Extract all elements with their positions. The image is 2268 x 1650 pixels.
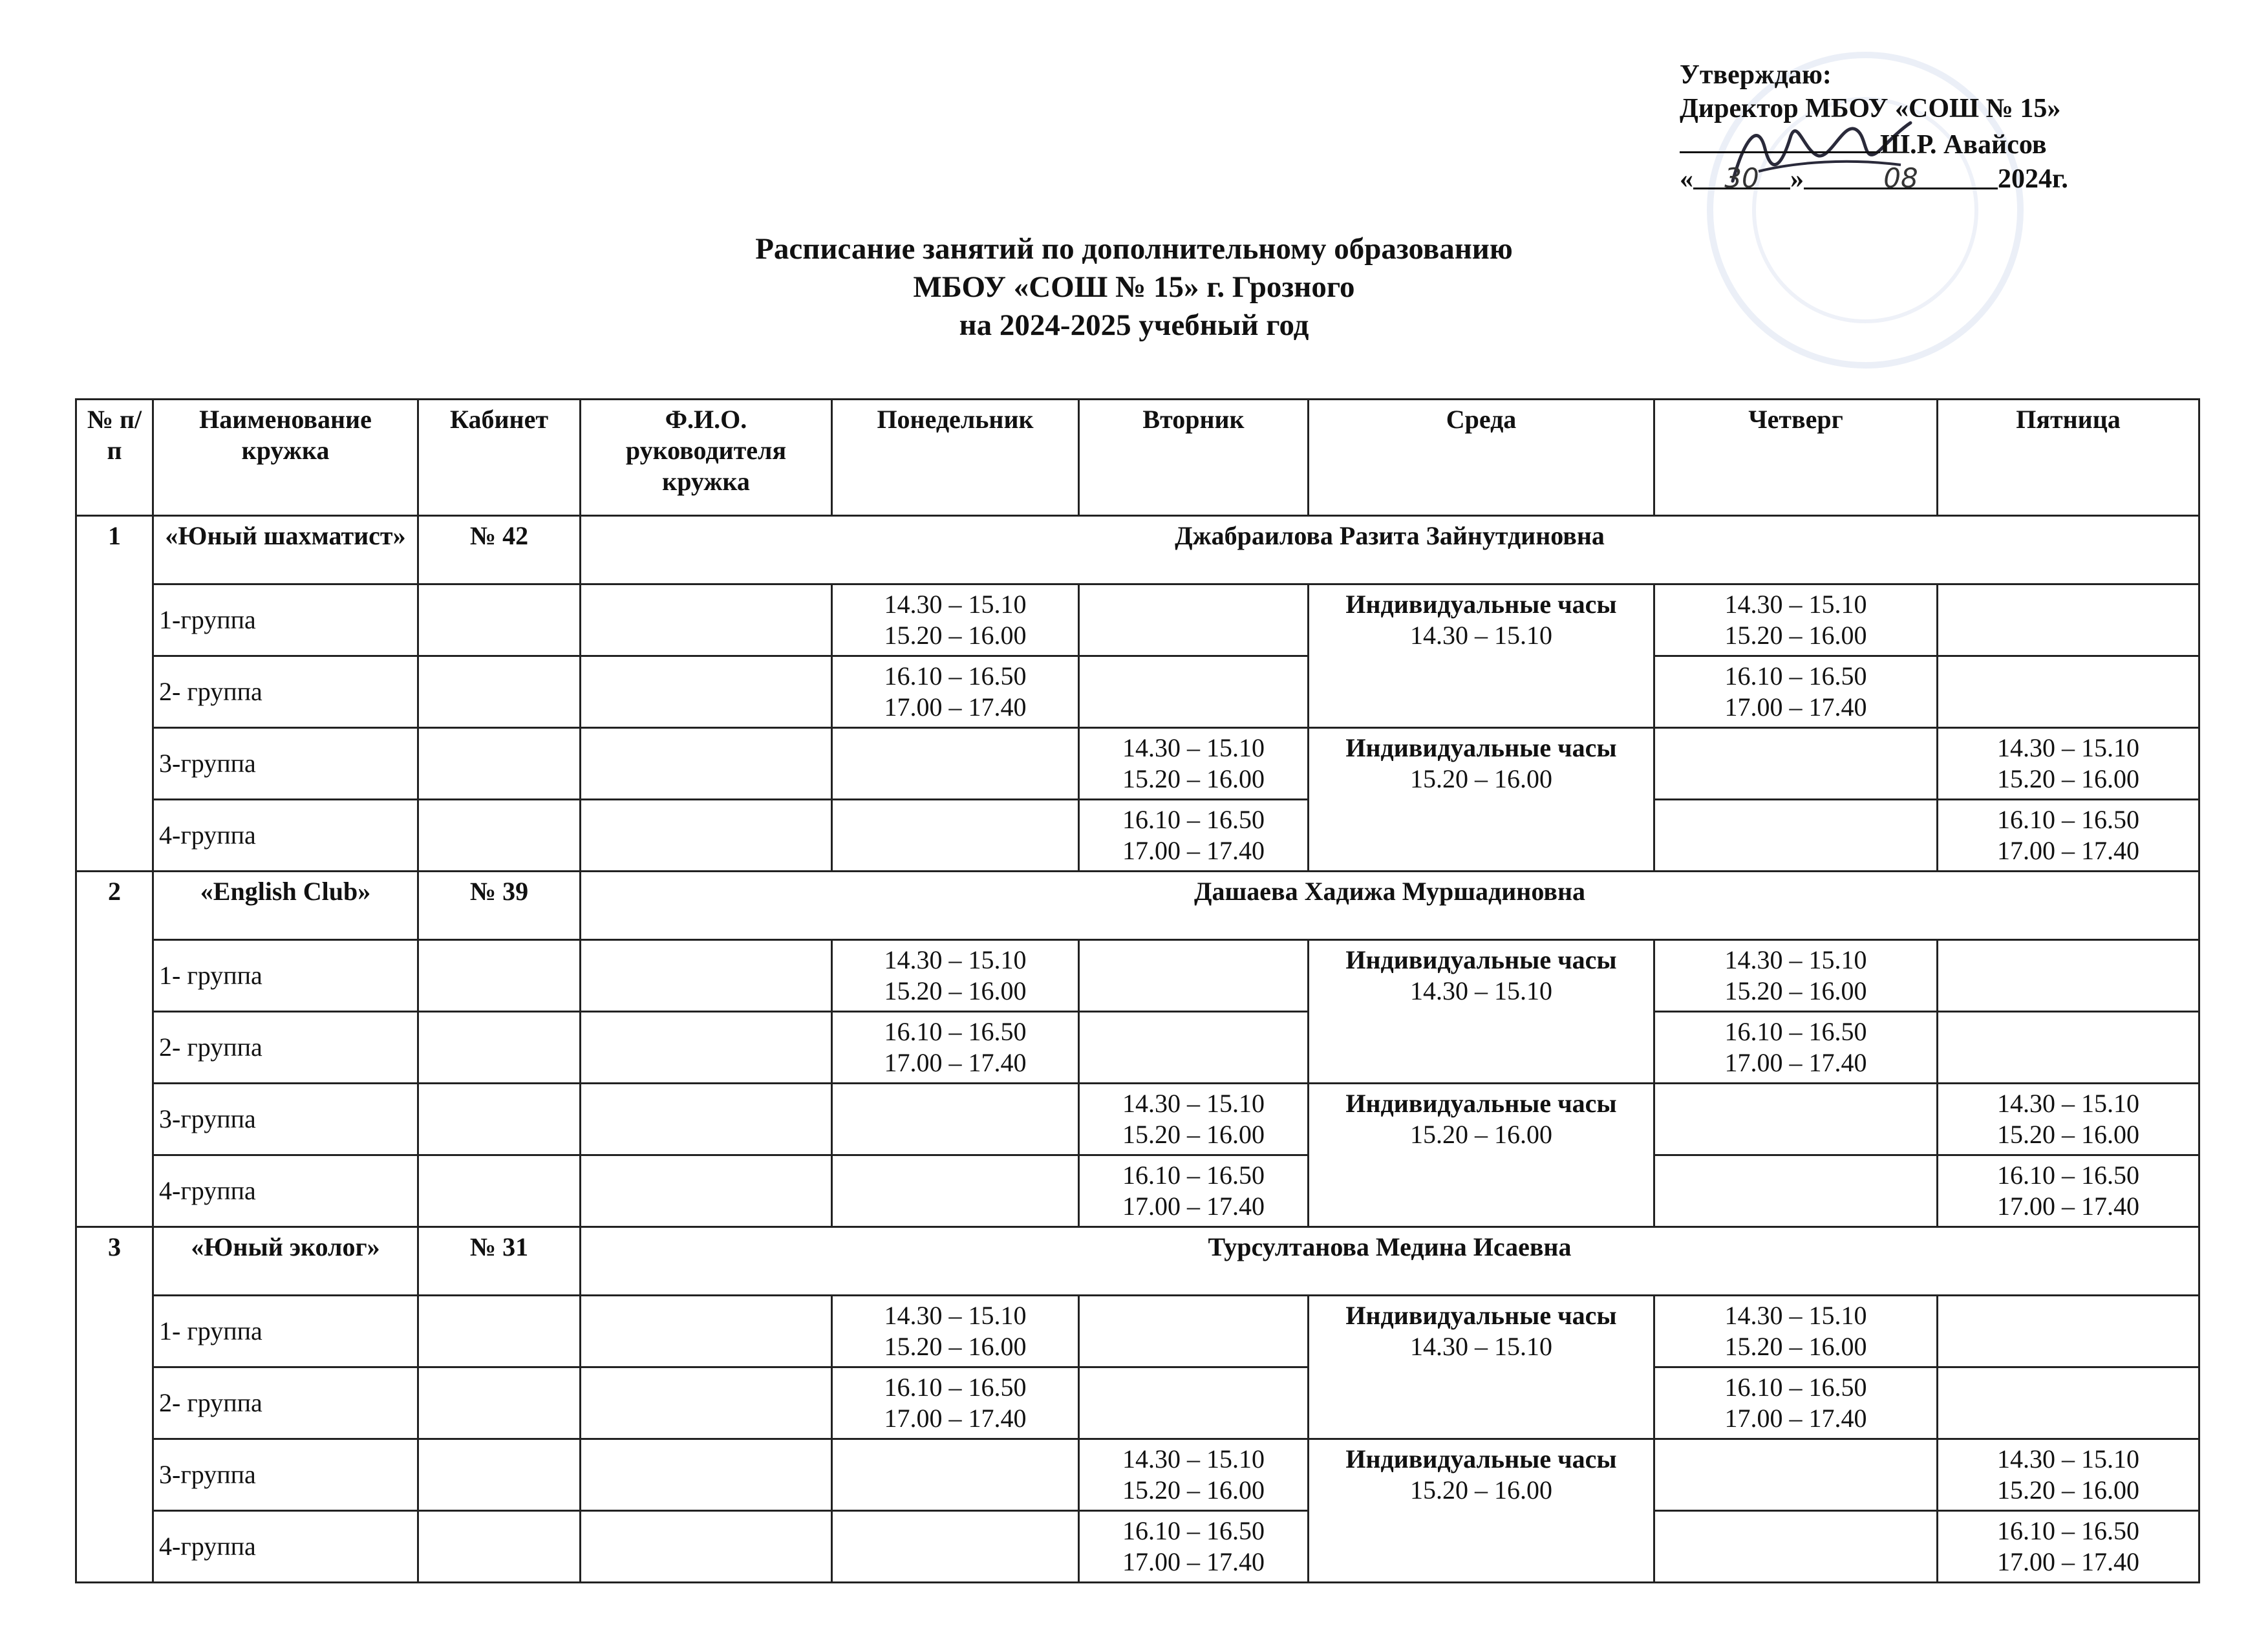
monday-times: [832, 1296, 1079, 1367]
monday-times: [832, 1367, 1079, 1439]
time-slot: 17.00 – 17.40: [1997, 1547, 2139, 1576]
club-room: № 31: [418, 1227, 581, 1296]
wednesday-individual: [1309, 728, 1654, 872]
thursday-times: [1654, 1296, 1938, 1367]
time-slot: 15.20 – 16.00: [1724, 621, 1867, 650]
tuesday-times: [1079, 1084, 1309, 1155]
time-slot: 16.10 – 16.50: [1122, 805, 1265, 834]
time-slot: 14.30 – 15.10: [1724, 590, 1867, 619]
group-room-empty: [418, 728, 581, 800]
group-leader-empty: [581, 1084, 832, 1155]
time-slot: 17.00 – 17.40: [884, 692, 1027, 722]
header-friday: Пятница: [1938, 400, 2199, 516]
group-leader-empty: [581, 1439, 832, 1511]
group-name: 4-группа: [153, 1511, 418, 1583]
friday-empty: [1938, 584, 2199, 656]
time-slot: 17.00 – 17.40: [1122, 1547, 1265, 1576]
group-name: 2- группа: [153, 656, 418, 728]
individual-hours-label: Индивидуальные часы: [1345, 590, 1617, 619]
group-row: [76, 1296, 2199, 1367]
club-row: [76, 1227, 2199, 1296]
time-slot: 17.00 – 17.40: [1997, 836, 2139, 865]
signature-blank: [1680, 125, 1880, 153]
club-number: 2: [76, 872, 153, 1227]
group-row: [76, 1367, 2199, 1439]
tuesday-times: [1079, 1155, 1309, 1227]
group-row: [76, 1439, 2199, 1511]
individual-hours-time: 15.20 – 16.00: [1410, 1475, 1552, 1505]
time-slot: 14.30 – 15.10: [1122, 1444, 1265, 1473]
group-leader-empty: [581, 1155, 832, 1227]
group-room-empty: [418, 656, 581, 728]
title-line1: Расписание занятий по дополнительному образованию: [755, 232, 1513, 266]
friday-times: [1938, 1439, 2199, 1511]
club-leader: Дашаева Хадижа Муршадиновна: [581, 872, 2199, 940]
individual-hours-label: Индивидуальные часы: [1345, 1089, 1617, 1118]
thursday-times: [1654, 1012, 1938, 1084]
club-name: «Юный шахматист»: [153, 516, 418, 584]
time-slot: 14.30 – 15.10: [884, 945, 1027, 974]
group-name: 1- группа: [153, 1296, 418, 1367]
monday-empty: [832, 1511, 1079, 1583]
group-leader-empty: [581, 728, 832, 800]
monday-times: [832, 940, 1079, 1012]
time-slot: 14.30 – 15.10: [1724, 1301, 1867, 1330]
group-room-empty: [418, 1296, 581, 1367]
club-row: [76, 516, 2199, 584]
time-slot: 17.00 – 17.40: [1122, 836, 1265, 865]
wednesday-individual: [1309, 1084, 1654, 1227]
group-row: [76, 940, 2199, 1012]
time-slot: 14.30 – 15.10: [1122, 1089, 1265, 1118]
friday-empty: [1938, 1296, 2199, 1367]
group-room-empty: [418, 1155, 581, 1227]
individual-hours-label: Индивидуальные часы: [1345, 945, 1617, 974]
group-leader-empty: [581, 656, 832, 728]
thursday-empty: [1654, 1084, 1938, 1155]
club-number: 3: [76, 1227, 153, 1583]
time-slot: 16.10 – 16.50: [1122, 1161, 1265, 1190]
friday-times: [1938, 1155, 2199, 1227]
wednesday-individual: [1309, 1296, 1654, 1439]
date-month: 08: [1804, 162, 1998, 189]
date-close-quote: »: [1790, 164, 1804, 194]
wednesday-individual: [1309, 584, 1654, 728]
time-slot: 17.00 – 17.40: [884, 1404, 1027, 1433]
time-slot: 14.30 – 15.10: [1997, 1444, 2139, 1473]
time-slot: 16.10 – 16.50: [884, 661, 1027, 691]
group-room-empty: [418, 1367, 581, 1439]
friday-empty: [1938, 656, 2199, 728]
wednesday-individual: [1309, 940, 1654, 1084]
group-leader-empty: [581, 584, 832, 656]
thursday-times: [1654, 656, 1938, 728]
time-slot: 17.00 – 17.40: [1724, 1048, 1867, 1077]
club-room: № 42: [418, 516, 581, 584]
header-tuesday: Вторник: [1079, 400, 1309, 516]
tuesday-empty: [1079, 584, 1309, 656]
club-row: [76, 872, 2199, 940]
friday-times: [1938, 728, 2199, 800]
group-name: 4-группа: [153, 1155, 418, 1227]
date-year: 2024г.: [1998, 164, 2068, 194]
group-row: [76, 800, 2199, 872]
date-day: 30: [1693, 162, 1790, 189]
thursday-empty: [1654, 800, 1938, 872]
title-line3: на 2024-2025 учебный год: [959, 308, 1309, 342]
individual-hours-time: 14.30 – 15.10: [1410, 1332, 1552, 1361]
tuesday-empty: [1079, 1296, 1309, 1367]
group-name: 2- группа: [153, 1367, 418, 1439]
document-title: [0, 230, 2268, 345]
monday-times: [832, 1012, 1079, 1084]
club-room: № 39: [418, 872, 581, 940]
time-slot: 14.30 – 15.10: [1997, 1089, 2139, 1118]
time-slot: 17.00 – 17.40: [1997, 1192, 2139, 1221]
time-slot: 15.20 – 16.00: [884, 976, 1027, 1005]
tuesday-empty: [1079, 1012, 1309, 1084]
club-name: «English Club»: [153, 872, 418, 940]
wednesday-individual: [1309, 1439, 1654, 1583]
time-slot: 16.10 – 16.50: [1724, 661, 1867, 691]
group-leader-empty: [581, 800, 832, 872]
tuesday-times: [1079, 1511, 1309, 1583]
title-line2: МБОУ «СОШ № 15» г. Грозного: [913, 270, 1355, 304]
time-slot: 17.00 – 17.40: [884, 1048, 1027, 1077]
friday-times: [1938, 1084, 2199, 1155]
individual-hours-label: Индивидуальные часы: [1345, 1301, 1617, 1330]
group-row: [76, 656, 2199, 728]
group-room-empty: [418, 1012, 581, 1084]
group-leader-empty: [581, 1367, 832, 1439]
tuesday-empty: [1079, 1367, 1309, 1439]
group-leader-empty: [581, 940, 832, 1012]
header-leader: Ф.И.О. руководителя кружка: [581, 400, 832, 516]
group-name: 1- группа: [153, 940, 418, 1012]
time-slot: 17.00 – 17.40: [1122, 1192, 1265, 1221]
thursday-empty: [1654, 1155, 1938, 1227]
group-row: [76, 1084, 2199, 1155]
thursday-empty: [1654, 1511, 1938, 1583]
monday-empty: [832, 728, 1079, 800]
time-slot: 15.20 – 16.00: [884, 1332, 1027, 1361]
tuesday-times: [1079, 728, 1309, 800]
time-slot: 16.10 – 16.50: [1724, 1373, 1867, 1402]
tuesday-times: [1079, 800, 1309, 872]
time-slot: 15.20 – 16.00: [1997, 1475, 2139, 1505]
time-slot: 15.20 – 16.00: [1997, 1120, 2139, 1149]
group-row: [76, 1511, 2199, 1583]
time-slot: 16.10 – 16.50: [1997, 1161, 2139, 1190]
time-slot: 16.10 – 16.50: [1997, 1516, 2139, 1545]
time-slot: 16.10 – 16.50: [884, 1373, 1027, 1402]
time-slot: 15.20 – 16.00: [1997, 764, 2139, 793]
group-row: [76, 1012, 2199, 1084]
club-number: 1: [76, 516, 153, 872]
club-name: «Юный эколог»: [153, 1227, 418, 1296]
tuesday-empty: [1079, 940, 1309, 1012]
club-leader: Джабраилова Разита Зайнутдиновна: [581, 516, 2199, 584]
header-room: Кабинет: [418, 400, 581, 516]
club-leader: Турсултанова Медина Исаевна: [581, 1227, 2199, 1296]
monday-empty: [832, 1155, 1079, 1227]
thursday-empty: [1654, 1439, 1938, 1511]
monday-empty: [832, 800, 1079, 872]
thursday-times: [1654, 584, 1938, 656]
group-row: [76, 1155, 2199, 1227]
time-slot: 14.30 – 15.10: [884, 1301, 1027, 1330]
group-room-empty: [418, 940, 581, 1012]
monday-times: [832, 656, 1079, 728]
time-slot: 17.00 – 17.40: [1724, 692, 1867, 722]
group-room-empty: [418, 1511, 581, 1583]
individual-hours-time: 14.30 – 15.10: [1410, 976, 1552, 1005]
individual-hours-time: 14.30 – 15.10: [1410, 621, 1552, 650]
friday-empty: [1938, 940, 2199, 1012]
time-slot: 15.20 – 16.00: [1724, 1332, 1867, 1361]
group-leader-empty: [581, 1511, 832, 1583]
time-slot: 16.10 – 16.50: [1997, 805, 2139, 834]
group-room-empty: [418, 1084, 581, 1155]
thursday-times: [1654, 940, 1938, 1012]
approval-line2: Директор МБОУ «СОШ № 15»: [1680, 94, 2061, 123]
time-slot: 14.30 – 15.10: [1997, 733, 2139, 762]
group-name: 4-группа: [153, 800, 418, 872]
header-row: [76, 400, 2199, 516]
friday-empty: [1938, 1367, 2199, 1439]
approval-date-line: [1680, 162, 2068, 196]
individual-hours-label: Индивидуальные часы: [1345, 733, 1617, 762]
thursday-empty: [1654, 728, 1938, 800]
schedule-table: [75, 398, 2200, 1583]
time-slot: 15.20 – 16.00: [884, 621, 1027, 650]
time-slot: 15.20 – 16.00: [1724, 976, 1867, 1005]
friday-empty: [1938, 1012, 2199, 1084]
group-room-empty: [418, 1439, 581, 1511]
group-name: 2- группа: [153, 1012, 418, 1084]
monday-empty: [832, 1084, 1079, 1155]
tuesday-times: [1079, 1439, 1309, 1511]
tuesday-empty: [1079, 656, 1309, 728]
group-room-empty: [418, 800, 581, 872]
time-slot: 15.20 – 16.00: [1122, 1120, 1265, 1149]
header-thursday: Четверг: [1654, 400, 1938, 516]
group-leader-empty: [581, 1012, 832, 1084]
date-open-quote: «: [1680, 164, 1693, 194]
individual-hours-label: Индивидуальные часы: [1345, 1444, 1617, 1473]
time-slot: 15.20 – 16.00: [1122, 764, 1265, 793]
time-slot: 16.10 – 16.50: [884, 1017, 1027, 1046]
header-num: № п/п: [76, 400, 153, 516]
group-leader-empty: [581, 1296, 832, 1367]
approval-signer: Ш.Р. Авайсов: [1880, 130, 2047, 160]
group-name: 1-группа: [153, 584, 418, 656]
group-name: 3-группа: [153, 1439, 418, 1511]
approval-line1: Утверждаю:: [1680, 60, 1832, 90]
header-wednesday: Среда: [1309, 400, 1654, 516]
group-name: 3-группа: [153, 728, 418, 800]
time-slot: 16.10 – 16.50: [1122, 1516, 1265, 1545]
time-slot: 17.00 – 17.40: [1724, 1404, 1867, 1433]
thursday-times: [1654, 1367, 1938, 1439]
time-slot: 15.20 – 16.00: [1122, 1475, 1265, 1505]
group-row: [76, 728, 2199, 800]
group-row: [76, 584, 2199, 656]
friday-times: [1938, 800, 2199, 872]
group-name: 3-группа: [153, 1084, 418, 1155]
individual-hours-time: 15.20 – 16.00: [1410, 1120, 1552, 1149]
monday-empty: [832, 1439, 1079, 1511]
monday-times: [832, 584, 1079, 656]
friday-times: [1938, 1511, 2199, 1583]
header-monday: Понедельник: [832, 400, 1079, 516]
time-slot: 16.10 – 16.50: [1724, 1017, 1867, 1046]
header-name: Наименование кружка: [153, 400, 418, 516]
time-slot: 14.30 – 15.10: [1122, 733, 1265, 762]
approval-block: [1680, 58, 2068, 196]
approval-signer-line: [1680, 125, 2068, 162]
individual-hours-time: 15.20 – 16.00: [1410, 764, 1552, 793]
time-slot: 14.30 – 15.10: [884, 590, 1027, 619]
time-slot: 14.30 – 15.10: [1724, 945, 1867, 974]
group-room-empty: [418, 584, 581, 656]
